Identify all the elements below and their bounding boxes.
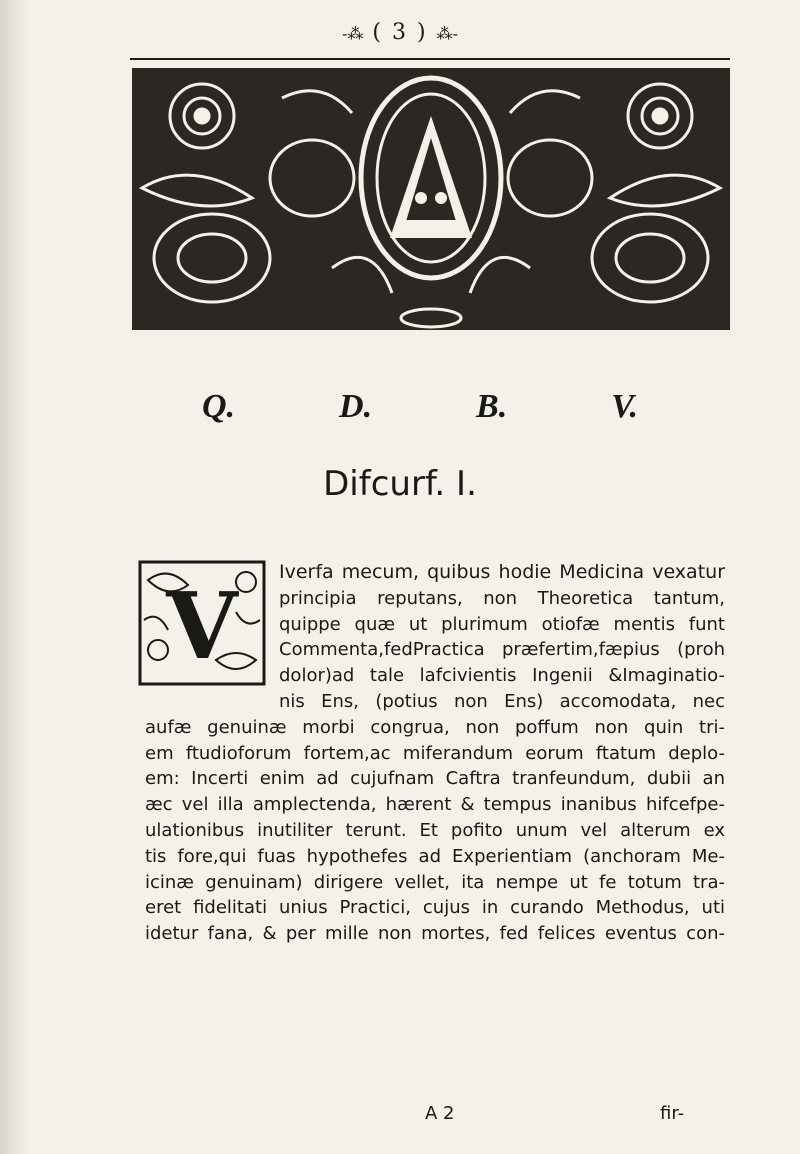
text-line: em ftudioforum fortem,ac miferandum eorum ftatum deplo- (145, 742, 725, 764)
right-ornament: ⁂- (436, 24, 458, 43)
header-rule (130, 58, 730, 60)
invocation-v: V. (611, 388, 638, 425)
footer-line (0, 1103, 800, 1133)
invocation-b: B. (476, 388, 508, 425)
left-ornament: -⁂ (342, 24, 364, 43)
woodcut-headpiece (132, 68, 730, 330)
text-line: aufæ genuinæ morbi congrua, non poffum non quin tri- (145, 716, 725, 738)
body-text (145, 560, 725, 947)
page-number: ( 3 ) (372, 20, 428, 45)
text-line: idetur fana, & per mille non mortes, fed felices eventus con- (145, 923, 725, 945)
text-line: em: Incerti enim ad cujufnam Caftra tranfeundum, dubii an (145, 768, 725, 790)
text-line: Iverfa mecum, quibus hodie Medicina vexatur (279, 561, 725, 583)
text-line: tis fore,qui fuas hypothefes ad Experientiam (anchoram Me- (145, 845, 725, 867)
invocation-d: D. (339, 388, 373, 425)
catchword: fir- (660, 1103, 685, 1124)
text-line: icinæ genuinam) dirigere vellet, ita nempe ut fe totum tra- (145, 871, 725, 893)
invocation-line (150, 388, 690, 426)
signature-mark: A 2 (425, 1103, 455, 1124)
running-head (0, 20, 800, 45)
initial-letter: V (166, 572, 238, 680)
text-line: Commenta,fedPractica præfertim,fæpius (proh (279, 639, 725, 661)
invocation-q: Q. (201, 388, 236, 425)
text-line: principia reputans, non Theoretica tantum, (279, 587, 725, 609)
text-line: dolor)ad tale lafcivientis Ingenii &Imaginatio- (279, 665, 725, 687)
page-gutter-shadow (0, 0, 30, 1154)
text-line: æc vel illa amplectenda, hærent & tempus inanibus hifcefpe- (145, 794, 725, 816)
text-line: nis Ens, (potius non Ens) accomodata, nec (279, 690, 725, 712)
text-line: ulationibus inutiliter terunt. Et pofito unum vel alterum ex (145, 819, 725, 841)
text-line: eret fidelitati unius Practici, cujus in curando Methodus, uti (145, 897, 725, 919)
text-line: quippe quæ ut plurimum otiofæ mentis funt (279, 613, 725, 635)
section-title: Difcurf. I. (323, 464, 477, 504)
